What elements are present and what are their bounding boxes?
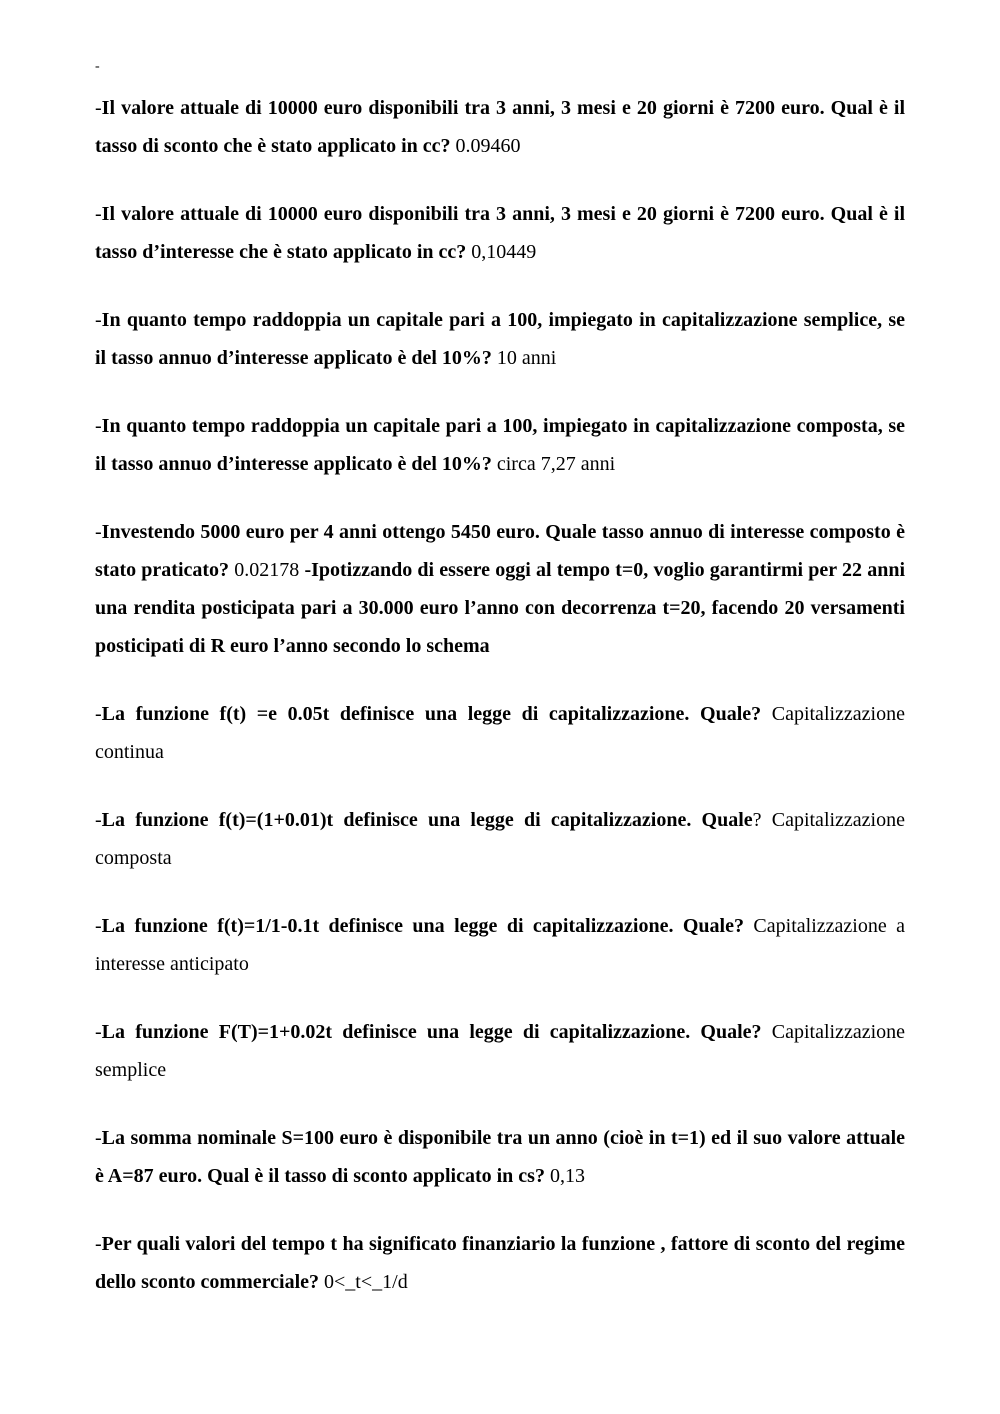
answer-text: 0.09460 [450,135,521,157]
question-item-10 [95,1119,905,1195]
answer-text: Capitalizzazione continua [95,703,905,763]
question-text-continued: -Ipotizzando di essere oggi al tempo t=0, voglio garantirmi per 22 anni una rendita posticipata pari a 30.000 euro l’anno con decorrenza t=20, facendo 20 versamenti posticipati di R euro l’anno secondo lo schema [95,559,905,657]
item-dash: - [95,415,102,437]
question-text: La funzione f(t) =e 0.05t definisce una legge di capitalizzazione. Quale? [101,703,762,725]
question-item-2 [95,195,905,271]
item-dash: - [95,1233,102,1255]
answer-text: 0,10449 [466,241,537,263]
item-dash: - [95,203,102,225]
question-text: La funzione f(t)=1/1-0.1t definisce una legge di capitalizzazione. Quale? [101,915,744,937]
item-dash: - [95,521,102,543]
item-dash: - [95,309,102,331]
answer-text: 0.02178 [229,559,305,581]
question-list [95,89,905,1331]
item-dash: - [95,1127,102,1149]
question-text: Per quali valori del tempo t ha significato finanziario la funzione , fattore di sconto del regime dello sconto commerciale? [95,1233,905,1293]
question-text: In quanto tempo raddoppia un capitale pari a 100, impiegato in capitalizzazione semplice, se il tasso annuo d’interesse applicato è del 10%? [95,309,905,369]
question-item-8 [95,907,905,983]
question-item-3 [95,301,905,377]
question-text: Investendo 5000 euro per 4 anni ottengo 5450 euro. Quale tasso annuo di interesse composto è stato praticato? [95,521,905,581]
answer-text: 10 anni [491,347,557,369]
item-dash: - [95,703,102,725]
question-text: La funzione f(t)=(1+0.01)t definisce una legge di capitalizzazione. Quale [101,809,753,831]
question-text: In quanto tempo raddoppia un capitale pari a 100, impiegato in capitalizzazione composta, se il tasso annuo d’interesse applicato è del 10%? [95,415,905,475]
question-text: Il valore attuale di 10000 euro disponibili tra 3 anni, 3 mesi e 20 giorni è 7200 euro. Qual è il tasso di sconto che è stato applicato in cc? [95,97,905,157]
question-item-4 [95,407,905,483]
item-dash: - [95,915,102,937]
question-item-7 [95,801,905,877]
question-text: La funzione F(T)=1+0.02t definisce una legge di capitalizzazione. Quale? [101,1021,762,1043]
item-dash: - [95,809,102,831]
question-item-6 [95,695,905,771]
answer-text: 0,13 [544,1165,585,1187]
item-dash: - [95,97,102,119]
page-top-mark: - [95,59,100,74]
question-item-1 [95,89,905,165]
answer-text: circa 7,27 anni [491,453,616,475]
question-item-11 [95,1225,905,1301]
question-item-9 [95,1013,905,1089]
answer-text: Capitalizzazione semplice [95,1021,906,1081]
answer-text: 0<_t<_1/d [319,1271,408,1293]
item-dash: - [95,1021,102,1043]
answer-text: Capitalizzazione a interesse anticipato [95,915,905,975]
question-item-5 [95,513,905,665]
question-text: Il valore attuale di 10000 euro disponibili tra 3 anni, 3 mesi e 20 giorni è 7200 euro. Qual è il tasso d’interesse che è stato applicato in cc? [95,203,905,263]
question-text: La somma nominale S=100 euro è disponibile tra un anno (cioè in t=1) ed il suo valore attuale è A=87 euro. Qual è il tasso di sconto applicato in cs? [95,1127,905,1187]
answer-text: ? Capitalizzazione composta [95,809,905,869]
